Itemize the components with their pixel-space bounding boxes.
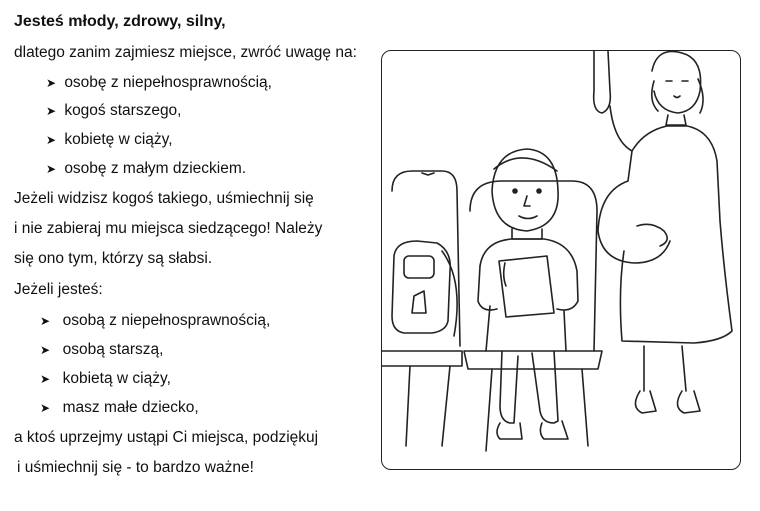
list1-item: ➤ kobietę w ciąży,	[46, 131, 173, 148]
list1-item: ➤ osobę z niepełnosprawnością,	[46, 74, 272, 91]
illustration-frame	[381, 50, 741, 470]
if-you-are-text: Jeżeli jesteś:	[14, 281, 103, 298]
list2-item: ➤ kobietą w ciąży,	[40, 370, 171, 387]
arrowhead-bullet-icon: ➤	[40, 401, 51, 415]
paragraph-line: Jeżeli widzisz kogoś takiego, uśmiechnij się	[14, 190, 314, 207]
closing-line: i uśmiechnij się - to bardzo ważne!	[17, 459, 254, 476]
paragraph-line: i nie zabieraj mu miejsca siedzącego! Należy	[14, 220, 323, 237]
list1-item: ➤ kogoś starszego,	[46, 102, 182, 119]
list2-item: ➤ osobą z niepełnosprawnością,	[40, 312, 271, 329]
intro-text: dlatego zanim zajmiesz miejsce, zwróć uwagę na:	[14, 44, 357, 61]
pregnant-woman	[594, 51, 732, 413]
backpack	[392, 241, 457, 336]
arrowhead-bullet-icon: ➤	[40, 343, 51, 357]
arrowhead-bullet-icon: ➤	[46, 76, 57, 90]
heading: Jesteś młody, zdrowy, silny,	[14, 13, 226, 30]
arrowhead-bullet-icon: ➤	[46, 162, 57, 176]
arrowhead-bullet-icon: ➤	[46, 133, 57, 147]
paragraph-line: się ono tym, którzy są słabsi.	[14, 250, 213, 267]
left-seat	[382, 171, 462, 446]
arrowhead-bullet-icon: ➤	[40, 314, 51, 328]
seated-boy	[478, 149, 578, 439]
arrowhead-bullet-icon: ➤	[40, 372, 51, 386]
list1-item: ➤ osobę z małym dzieckiem.	[46, 160, 247, 177]
arrowhead-bullet-icon: ➤	[46, 104, 57, 118]
list2-item: ➤ osobą starszą,	[40, 341, 164, 358]
bus-seat-illustration	[382, 51, 741, 470]
closing-line: a ktoś uprzejmy ustąpi Ci miejsca, podziękuj	[14, 429, 319, 446]
list2-item: ➤ masz małe dziecko,	[40, 399, 199, 416]
middle-seat	[464, 181, 602, 451]
